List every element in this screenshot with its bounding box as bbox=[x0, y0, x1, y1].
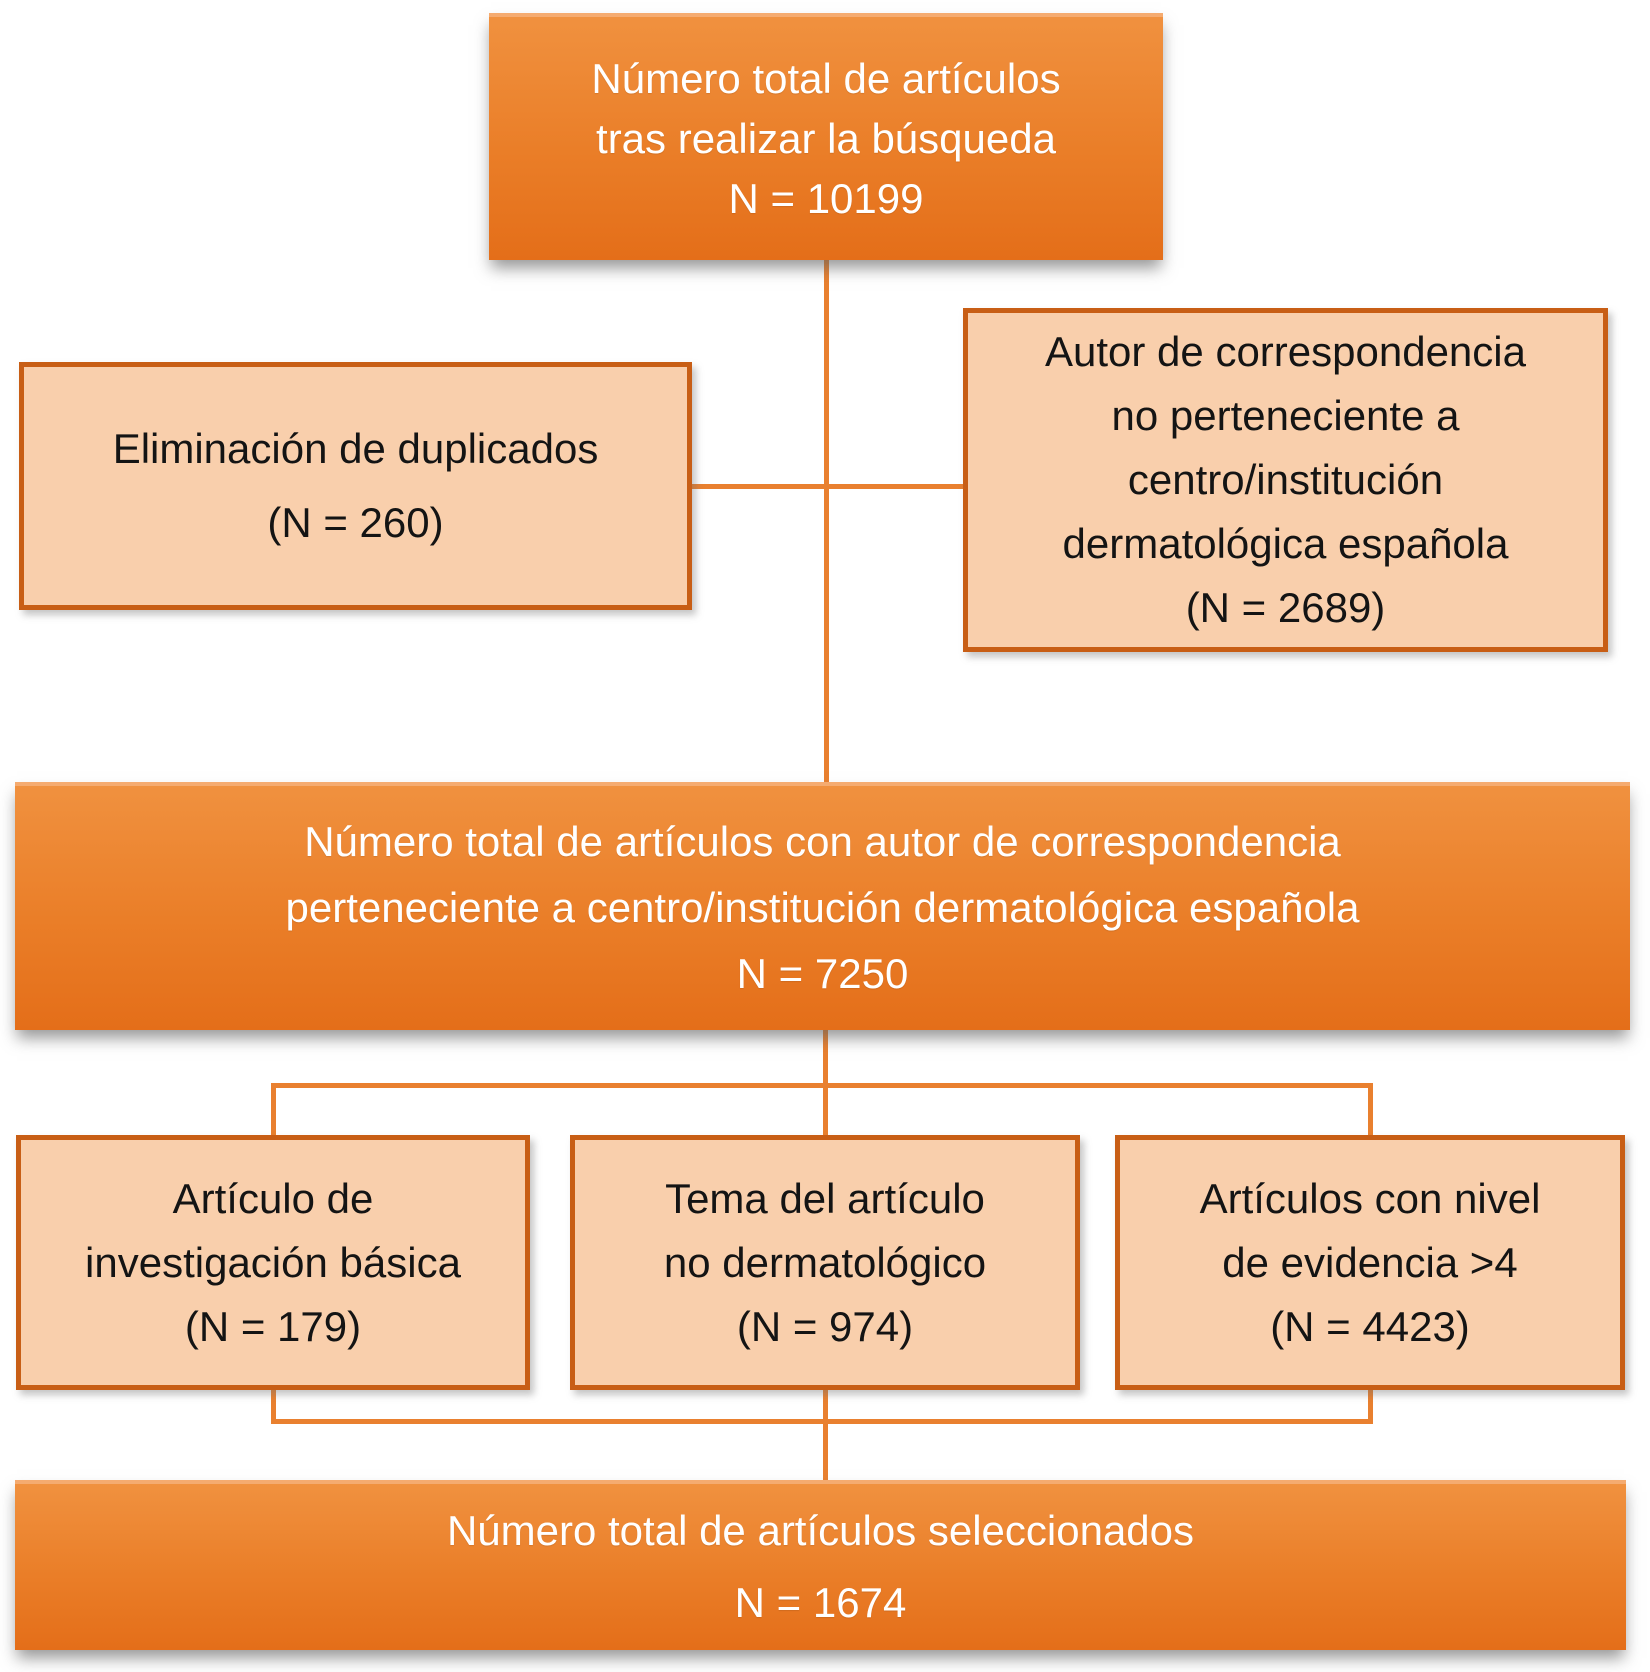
connector-branch-left-drop bbox=[271, 1083, 276, 1137]
node-text-line: Tema del artículo bbox=[665, 1174, 985, 1222]
node-count-line: N = 1674 bbox=[734, 1579, 907, 1626]
node-text-line: Artículo de bbox=[172, 1174, 374, 1222]
connector-top-to-middle bbox=[824, 260, 829, 784]
node-count-line: (N = 179) bbox=[184, 1302, 362, 1350]
node-text-line: Número total de artículos con autor de correspondencia bbox=[304, 818, 1341, 865]
node-text-line: Autor de correspondencia bbox=[1045, 328, 1526, 375]
node-text-line: Número total de artículos seleccionados bbox=[446, 1507, 1195, 1554]
node-total-search bbox=[489, 13, 1163, 260]
node-count-line: N = 10199 bbox=[728, 174, 924, 222]
node-total-selected bbox=[15, 1480, 1626, 1650]
connector-collector-right-drop bbox=[1368, 1388, 1373, 1423]
node-text-line: no perteneciente a bbox=[1111, 392, 1460, 439]
node-text-line: centro/institución bbox=[1127, 456, 1444, 503]
node-count-line: (N = 260) bbox=[267, 499, 444, 546]
node-non-dermatologic-topic-excluded bbox=[570, 1135, 1080, 1390]
connector-branch-horizontal bbox=[271, 1083, 1373, 1088]
node-text-line: Artículos con nivel bbox=[1199, 1174, 1541, 1222]
node-basic-research-excluded bbox=[16, 1135, 530, 1390]
node-duplicates-removed bbox=[19, 362, 692, 610]
node-author-not-spanish-institution bbox=[963, 308, 1608, 652]
node-count-line: N = 7250 bbox=[736, 950, 909, 997]
node-total-spanish-institution bbox=[15, 782, 1630, 1030]
connector-side-exclusions bbox=[688, 484, 966, 489]
node-low-evidence-excluded bbox=[1115, 1135, 1625, 1390]
node-text-line: perteneciente a centro/institución dermatológica española bbox=[285, 884, 1360, 931]
node-count-line: (N = 974) bbox=[736, 1302, 914, 1350]
connector-collector-horizontal bbox=[271, 1419, 1373, 1424]
node-text-line: dermatológica española bbox=[1062, 520, 1509, 567]
node-count-line: (N = 4423) bbox=[1270, 1302, 1470, 1350]
connector-collector-left-drop bbox=[271, 1388, 276, 1423]
node-text-line: investigación básica bbox=[85, 1238, 461, 1286]
node-text-line: de evidencia >4 bbox=[1222, 1238, 1518, 1286]
connector-collector-mid-drop bbox=[823, 1388, 828, 1482]
node-text-line: no dermatológico bbox=[663, 1238, 987, 1286]
node-text-line: Número total de artículos bbox=[591, 54, 1061, 102]
node-count-line: (N = 2689) bbox=[1185, 584, 1386, 631]
connector-branch-right-drop bbox=[1368, 1083, 1373, 1137]
node-text-line: Eliminación de duplicados bbox=[112, 425, 599, 472]
node-text-line: tras realizar la búsqueda bbox=[596, 114, 1056, 162]
